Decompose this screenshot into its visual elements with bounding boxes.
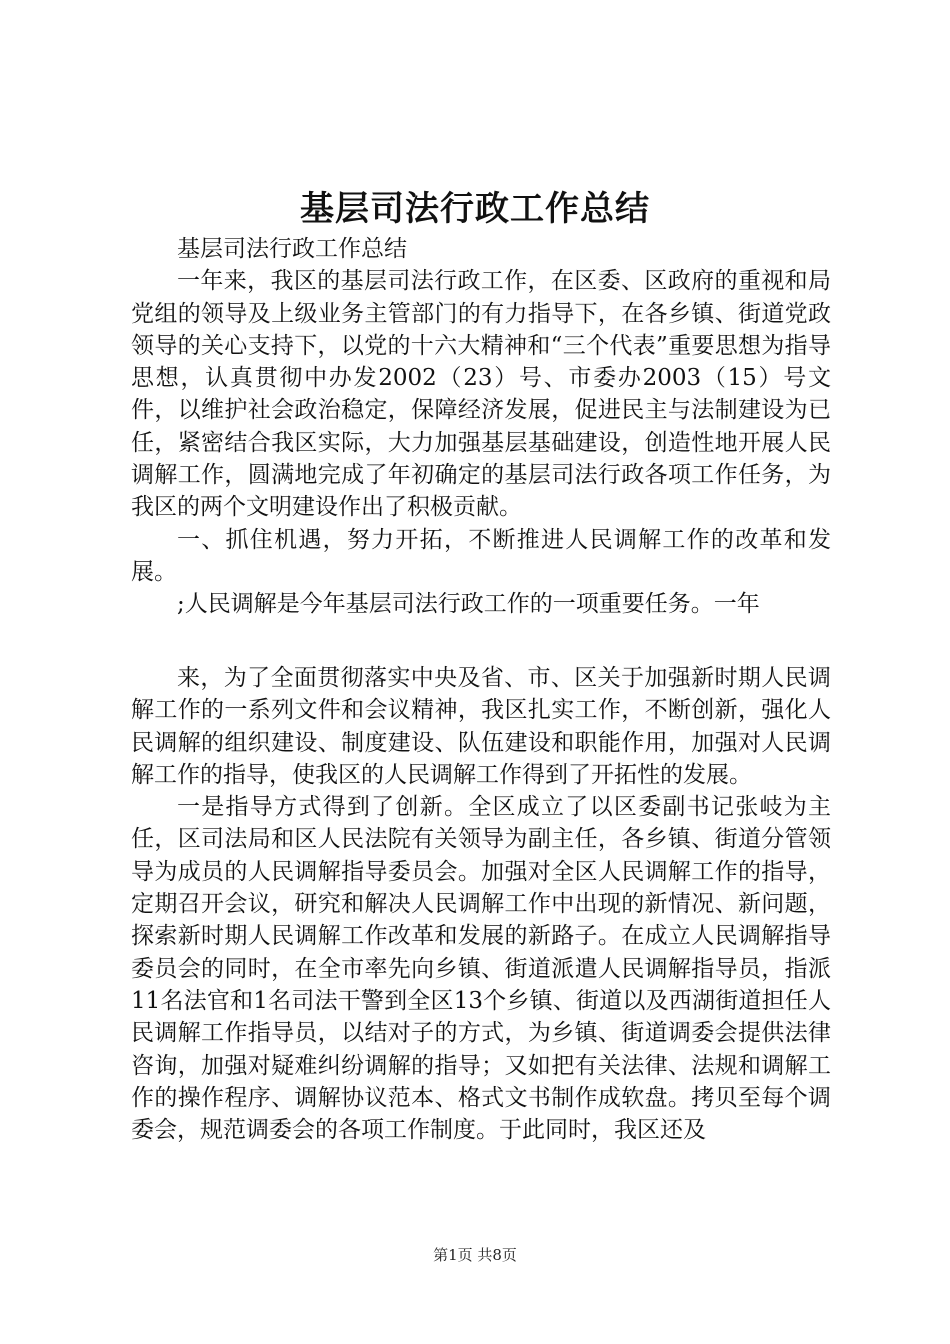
paragraph: 一是指导方式得到了创新。全区成立了以区委副书记张岐为主任，区司法局和区人民法院有关领导为副主任，各乡镇、街道分管领导为成员的人民调解指导委员会。加强对全区人民调解工作的指导，定期召开会议，研究和解决人民调解工作中出现的新情况、新问题，探索新时期人民调解工作改革和发展的新路子。在成立人民调解指导委员会的同时，在全市率先向乡镇、街道派遣人民调解指导员，指派11名法官和1名司法干警到全区13个乡镇、街道以及西湖街道担任人民调解工作指导员，以结对子的方式，为乡镇、街道调委会提供法律咨询，加强对疑难纠纷调解的指导；又如把有关法律、法规和调解工作的操作程序、调解协议范本、格式文书制作成软盘。拷贝至每个调委会，规范调委会的各项工作制度。于此同时，我区还及 bbox=[131, 794, 831, 1144]
paragraph-subtitle: 基层司法行政工作总结 bbox=[177, 236, 407, 262]
paragraph: 一年来，我区的基层司法行政工作，在区委、区政府的重视和局党组的领导及上级业务主管部门的有力指导下，在各乡镇、街道党政领导的关心支持下，以党的十六大精神和“三个代表”重要思想为指导思想，认真贯彻中办发2002（23）号、市委办2003（15）号文件，以维护社会政治稳定，保障经济发展，促进民主与法制建设为已任，紧密结合我区实际，大力加强基层基础建设，创造性地开展人民调解工作，圆满地完成了年初确定的基层司法行政各项工作任务，为我区的两个文明建设作出了积极贡献。 bbox=[131, 268, 831, 521]
body-text-bottom bbox=[131, 662, 831, 1146]
page-footer: 第1页 共8页 bbox=[433, 1246, 517, 1264]
paragraph: 一、抓住机遇，努力开拓，不断推进人民调解工作的改革和发展。 bbox=[131, 526, 831, 585]
paragraph: 来，为了全面贯彻落实中央及省、市、区关于加强新时期人民调解工作的一系列文件和会议精神，我区扎实工作，不断创新，强化人民调解的组织建设、制度建设、队伍建设和职能作用，加强对人民调解工作的指导，使我区的人民调解工作得到了开拓性的发展。 bbox=[131, 665, 831, 788]
document-title: 基层司法行政工作总结 bbox=[300, 189, 650, 229]
body-text-top bbox=[131, 233, 831, 621]
paragraph: ;人民调解是今年基层司法行政工作的一项重要任务。一年 bbox=[177, 591, 760, 618]
